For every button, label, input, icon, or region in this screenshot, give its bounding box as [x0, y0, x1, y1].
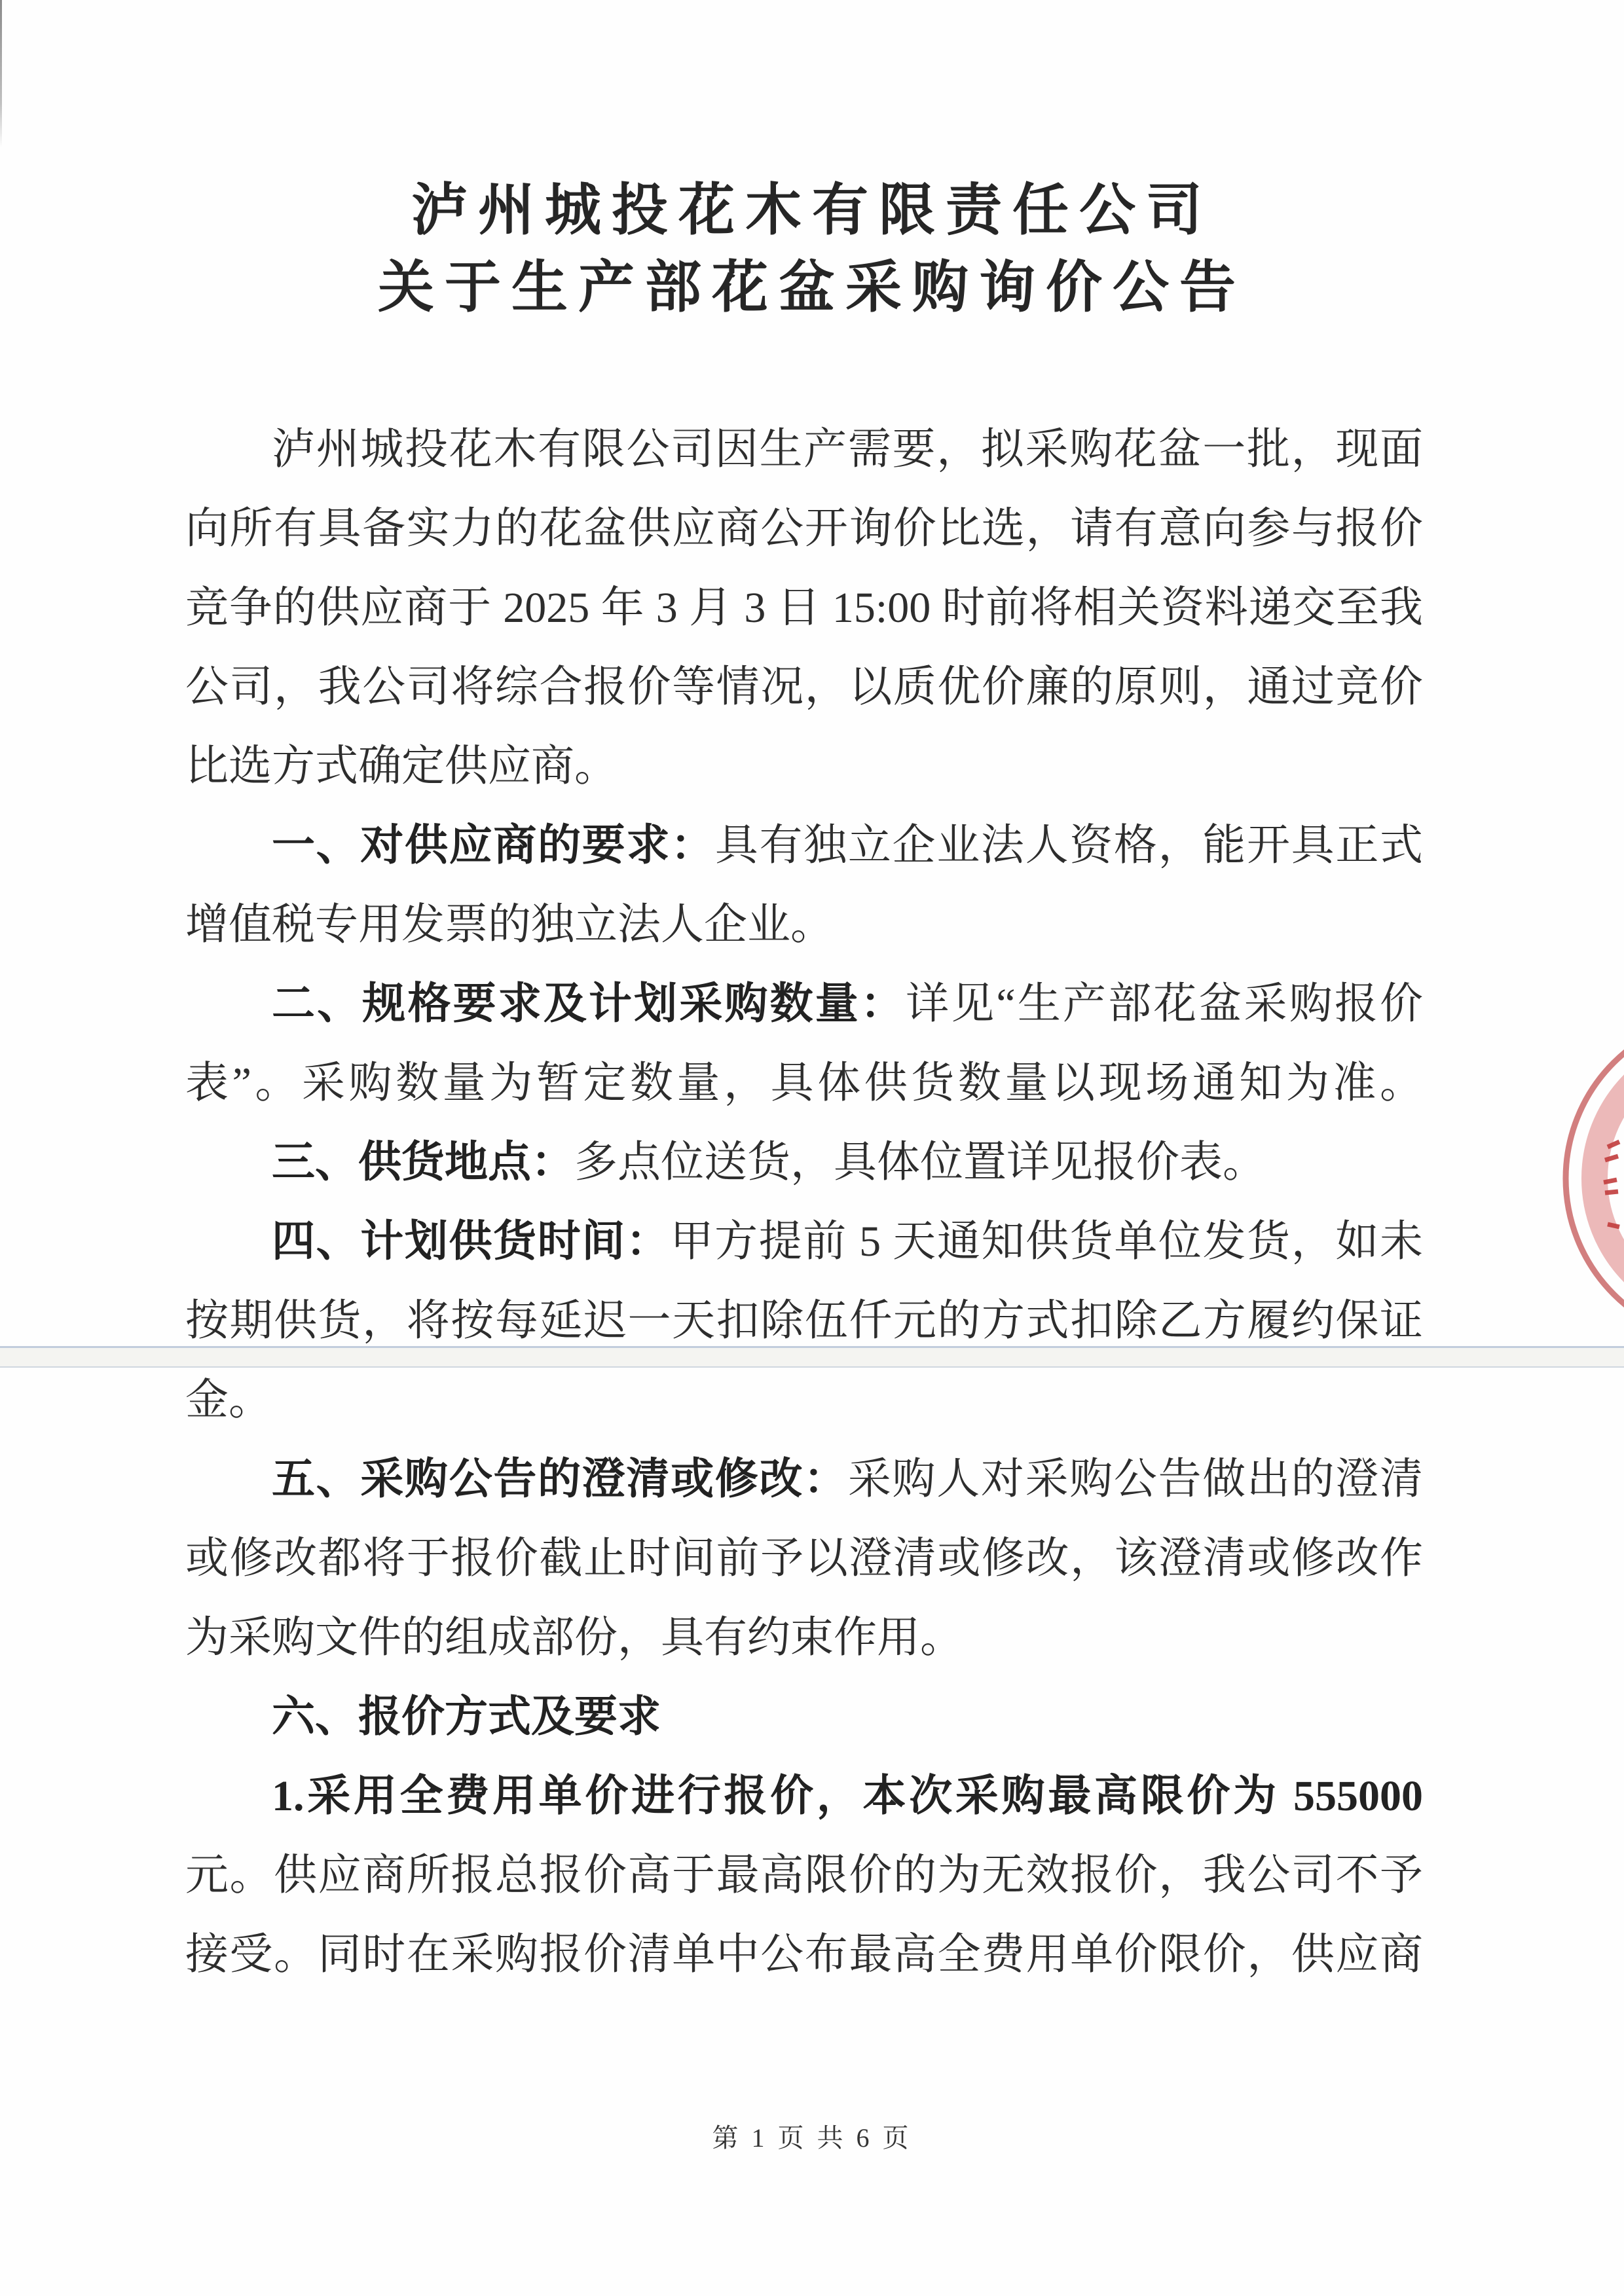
text-segment: 公司，我公司将综合报价等情况，以质优价廉的原则，通过竞价: [185, 663, 1423, 711]
scan-edge-artifact: [0, 0, 2, 147]
text-line: [185, 1915, 1423, 1994]
text-line: [185, 568, 1423, 647]
text-line: [185, 1757, 1423, 1836]
text-line: [185, 806, 1423, 885]
text-line: [185, 489, 1423, 568]
text-line: [185, 1677, 1423, 1757]
text-segment: 增值税专用发票的独立法人企业。: [185, 901, 834, 949]
heading-segment: 三、供货地点：: [272, 1139, 574, 1186]
text-segment: 或修改都将于报价截止时间前予以澄清或修改，该澄清或修改作: [185, 1535, 1423, 1582]
text-line: [185, 647, 1423, 727]
text-line: [185, 1440, 1423, 1519]
text-segment: 甲方提前 5 天通知供货单位发货，如未: [670, 1218, 1424, 1266]
text-segment: 接受。同时在采购报价清单中公布最高全费用单价限价，供应商: [185, 1931, 1423, 1978]
text-line: [185, 727, 1423, 806]
text-segment: 向所有具备实力的花盆供应商公开询价比选，请有意向参与报价: [185, 505, 1423, 553]
text-segment: 金。: [185, 1376, 272, 1424]
text-segment: 比选方式确定供应商。: [185, 742, 618, 790]
heading-segment: 六、报价方式及要求: [272, 1693, 661, 1741]
text-segment: 采购人对采购公告做出的澄清: [847, 1455, 1424, 1503]
text-segment: 具有独立企业法人资格，能开具正式: [714, 822, 1424, 869]
text-line: [185, 1836, 1423, 1915]
heading-segment: 五、采购公告的澄清或修改：: [272, 1455, 848, 1503]
page-number-footer: 第 1 页 共 6 页: [712, 2123, 912, 2153]
text-segment: 详见“生产部花盆采购报价: [906, 980, 1424, 1028]
text-segment: 元。供应商所报总报价高于最高限价的为无效报价，我公司不予: [185, 1851, 1423, 1899]
text-line: [185, 1044, 1423, 1123]
document-title: [0, 172, 1624, 326]
text-line: [185, 1360, 1423, 1440]
scan-band-artifact: [0, 1346, 1624, 1368]
document-body: [185, 410, 1423, 1994]
title-line-2: 关于生产部花盆采购询价公告: [378, 256, 1246, 319]
text-line: [185, 964, 1423, 1044]
text-line: [185, 410, 1423, 489]
text-segment: 泸州城投花木有限公司因生产需要，拟采购花盆一批，现面: [272, 426, 1423, 473]
heading-segment: 二、规格要求及计划采购数量：: [272, 980, 906, 1028]
text-segment: 竞争的供应商于 2025 年 3 月 3 日 15:00 时前将相关资料递交至我: [185, 584, 1423, 632]
text-line: [185, 1202, 1423, 1281]
text-line: [185, 1519, 1423, 1598]
text-line: [185, 885, 1423, 964]
heading-segment: 1.采用全费用单价进行报价，本次采购最高限价为 555000: [272, 1772, 1423, 1820]
text-segment: 按期供货，将按每延迟一天扣除伍仟元的方式扣除乙方履约保证: [185, 1297, 1423, 1345]
text-segment: 表”。采购数量为暂定数量，具体供货数量以现场通知为准。: [185, 1059, 1423, 1107]
text-line: [185, 1123, 1423, 1202]
text-line: [185, 1598, 1423, 1677]
text-segment: 为采购文件的组成部份，具有约束作用。: [185, 1614, 963, 1662]
heading-segment: 四、计划供货时间：: [272, 1218, 671, 1266]
text-segment: 多点位送货，具体位置详见报价表。: [574, 1139, 1266, 1186]
title-line-1: 泸州城投花木有限责任公司: [411, 179, 1213, 242]
company-seal-stamp: [1559, 1038, 1624, 1319]
heading-segment: 一、对供应商的要求：: [272, 822, 715, 869]
